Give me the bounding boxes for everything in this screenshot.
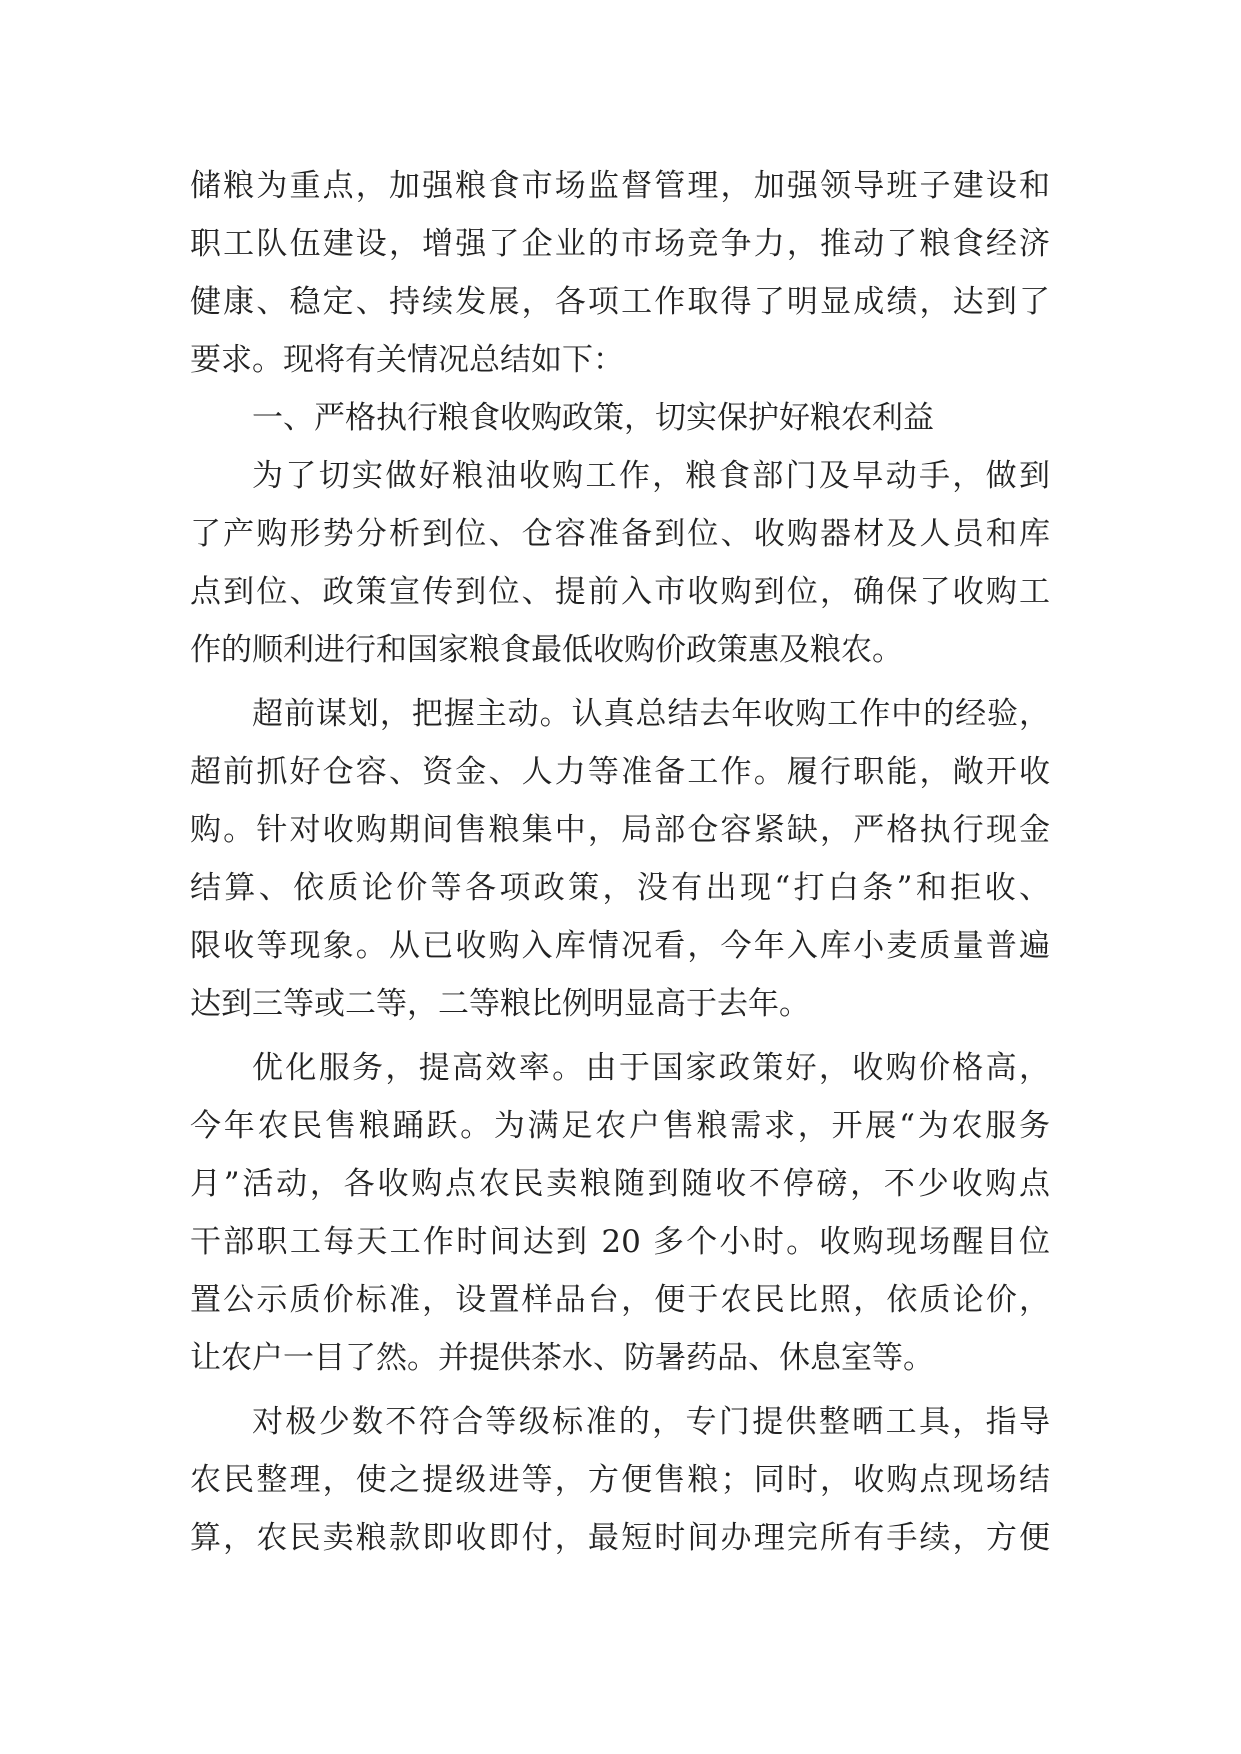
text-line: 限收等现象。从已收购入库情况看，今年入库小麦质量普遍 [190, 928, 1050, 964]
paragraph [190, 1393, 1050, 1567]
text-line: 干部职工每天工作时间达到 20 多个小时。收购现场醒目位 [190, 1224, 1050, 1260]
document-body [190, 157, 1050, 1567]
text-line: 达到三等或二等，二等粮比例明显高于去年。 [190, 986, 810, 1022]
section-heading [190, 389, 1050, 447]
paragraph [190, 1039, 1050, 1387]
text-line: 对极少数不符合等级标准的，专门提供整晒工具，指导 [252, 1404, 1050, 1440]
text-line: 购。针对收购期间售粮集中，局部仓容紧缺，严格执行现金 [190, 812, 1050, 848]
text-line: 置公示质价标准，设置样品台，便于农民比照，依质论价， [190, 1282, 1050, 1318]
text-line: 要求。现将有关情况总结如下： [190, 342, 624, 378]
text-line: 算，农民卖粮款即收即付，最短时间办理完所有手续，方便 [190, 1520, 1050, 1556]
text-line: 让农户一目了然。并提供茶水、防暑药品、休息室等。 [190, 1340, 934, 1376]
paragraph [190, 685, 1050, 1033]
text-line: 储粮为重点，加强粮食市场监督管理，加强领导班子建设和 [190, 168, 1050, 204]
text-line: 月”活动，各收购点农民卖粮随到随收不停磅，不少收购点 [190, 1166, 1050, 1202]
text-line: 了产购形势分析到位、仓容准备到位、收购器材及人员和库 [190, 516, 1050, 552]
text-line: 为了切实做好粮油收购工作，粮食部门及早动手，做到 [252, 458, 1050, 494]
text-line: 农民整理，使之提级进等，方便售粮；同时，收购点现场结 [190, 1462, 1050, 1498]
text-line: 作的顺利进行和国家粮食最低收购价政策惠及粮农。 [190, 632, 903, 668]
paragraph [190, 447, 1050, 679]
text-line: 今年农民售粮踊跃。为满足农户售粮需求，开展“为农服务 [190, 1108, 1050, 1144]
paragraph [190, 157, 1050, 389]
text-line: 健康、稳定、持续发展，各项工作取得了明显成绩，达到了 [190, 284, 1050, 320]
text-line: 结算、依质论价等各项政策，没有出现“打白条”和拒收、 [190, 870, 1050, 906]
heading-line: 一、严格执行粮食收购政策，切实保护好粮农利益 [252, 400, 934, 436]
text-line: 超前抓好仓容、资金、人力等准备工作。履行职能，敞开收 [190, 754, 1050, 790]
text-line: 超前谋划，把握主动。认真总结去年收购工作中的经验， [252, 696, 1050, 732]
text-line: 优化服务，提高效率。由于国家政策好，收购价格高， [252, 1050, 1050, 1086]
text-line: 点到位、政策宣传到位、提前入市收购到位，确保了收购工 [190, 574, 1050, 610]
text-line: 职工队伍建设，增强了企业的市场竞争力，推动了粮食经济 [190, 226, 1050, 262]
